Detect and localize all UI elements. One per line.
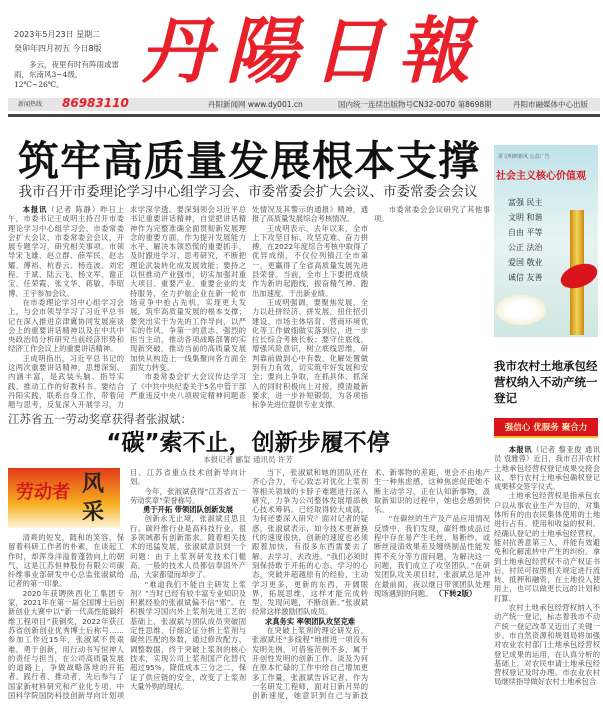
hotline-label: 新闻热线 <box>18 101 43 108</box>
value-item: 诚信 友善 <box>508 273 543 282</box>
red-ribbon-image <box>557 259 598 293</box>
poster-title: 社会主义核心价值观 <box>496 171 586 182</box>
paragraph: “难道我们不能自主研发上浆剂？”当时已经有较丰富专业知识及积累经验的张淑斌偏不信“邪”。在积极学习国内外上浆剂先进工艺的基础上，张淑斌与团队成员突破固定性思维，仔细论证分析上浆剂与碳丝匹配的参数，通过修改配方、调整数据，终于突破上浆剂的核心技术，实现公司上浆剂国产化替代超过95%，降低成本三分之二，保证了供应链的安全，改变了上浆剂大量外购的现状。 <box>130 579 246 691</box>
paragraph: 市委常委会会议研究了其他事项。 <box>374 205 490 224</box>
paragraph: 王成明指出，习近平总书记的这两次重要讲话精神，思想深刻、内涵丰富，是武装头脑、指导实践、推动工作的好教科书。要结合丹阳实践，联系自身工作，带着问题与思考，反复深入开展学习，力求学深学透。要深刻领会习近平总书记重要讲话精神，自觉把讲话精神作为完整准确全面贯彻新发展理念的重要方面，作为提升发展能力水平、解决本领恐慌的重要抓手，及时跟进学习、思考研究，不断把理论武装转化成发展效能；要持之以恒推动产业强市，切实加强对重大项目、重要产业、重要企业的支持服务，全力护航企业在新一轮市场竞争中抢占先机，实现更大发展，筑牢高质量发展的根本支撑；要突出实干为先的工作导向，以严实的作风、争第一的意志、强烈的担当主动，推动各项战略部署的实现新突破，推动当前的高质量发展加快从构造上一线集聚向各方面全面发力转变。 <box>8 205 246 410</box>
lunar-date-text: 癸卯年四月初五 今日8版 <box>14 44 102 53</box>
paragraph: 近日，我市召开农村土地承包经营权登记成果交接会议，举行农村土地承包确权登记成果移交签字仪式。 <box>494 454 600 492</box>
second-article-body <box>8 468 490 706</box>
core-values-list <box>508 195 543 285</box>
newspaper-logo: 丹陽日報 <box>140 8 485 93</box>
lotus-image <box>496 295 546 325</box>
public-service-poster <box>494 145 598 337</box>
website-link[interactable]: 丹阳新闻网 www.dy001.cn <box>208 100 303 109</box>
paragraph: 2020年获聘陕西化工集团专家，2021年在第一届全国博士后创新创业大赛中以“新一代高性能碳纤维工程项目”获铜奖，2022年获江苏省创新创业优秀博士后称号……参加工作近15年，张淑斌不畏艰难，勇于创新，用行动书写恒神人的责任与担当，在公司高质量发展的道路上，争做战略落地的开拓者、践行者、推动者，先后参与了国家新材料研究和产业化专项、中国科学院国防科技创新导向计划项目、江苏省重点技术创新导向计划。 <box>8 468 246 701</box>
value-item: 公正 法治 <box>508 243 543 252</box>
info-bar <box>8 98 600 111</box>
paragraph: “在碳丝的生产及产品应用情况反馈中，我们发现，碳纤维成品过程中存在易产生毛丝、易断纱、或断丝浸渍效果差及缠绕制品性能发挥不充分等方面问题，为解决这一问题，我们成立了攻坚团队。”在研发团队攻关项目时，张淑斌总是冲在最前面，夜以继日带领团队处理现场遇到的问题。 <box>374 514 490 598</box>
paragraph: 在突破上浆剂的理论研发后，张淑斌还“多线程”地推进一项没有发明先例，可借鉴范例不多，属于开创性发明的创新工作。谈及为何在原本忙碌的工作中给自己增加更多工作量，张淑斌告诉记者，作为一名研发工程师，面对日新月异的创新速度，她意识到自己与新技术、新事物的差距，更会不由地产生一种焦虑感，这种焦虑促使她不断主动学习，正在认知新事物，汲取新知识的过程中，她也会感到快乐。 <box>252 468 490 701</box>
lead-in: 本报讯 <box>508 445 533 454</box>
value-item: 文明 和谐 <box>508 213 543 222</box>
paragraph: 今年，张淑斌获得“江苏省五一劳动奖章”荣誉称号。 <box>130 486 246 505</box>
paragraph: 在市委理论学习中心组学习会上，与会市领导学习了习近平总书记在深入推进京津冀协同发展座谈会上的重要讲话精神以及在中共中央政治局分析研究当前经济形势和经济工作会议上的重要讲话精神。 <box>8 297 124 354</box>
reporter: （记者 黎亚俊 通讯员 袁雅蓉） <box>494 445 600 464</box>
workers-feature-image <box>8 468 120 528</box>
weather-forecast: 多云，夜里有时有阵雨或雷雨，东南风3~4级，12℃~26℃。 <box>14 60 119 89</box>
value-item: 自由 平等 <box>508 228 543 237</box>
divider <box>8 114 600 117</box>
paragraph: 农村土地承包经营权纳入不动产统一登记，标志着我市不动产统一登记改革又迈出了关键一步。市自然资源和规划局将加强对农业农村部门土地承包经营权登记成果的运用，在认真分析的基础上，对农民申请土地承包经营权登记及时办理。市农业农村局继续指导做好农村土地承包合 <box>494 603 600 687</box>
poster-caption: 讲文明树新风 公益广告 <box>498 154 550 160</box>
paragraph: 昨日上午，市委书记王成明主持召开市委理论学习中心组学习会、市委常委会扩大会议、市委常委会会议，开展专题学习，研究相关事项。市领导宋飞雄、赵立群、薛军民、赵志耀、傅裕、杭春云、杨连波、刘宏程、于斌、陆云飞、杨文军、谢正宝、任荣霞、张文华、蒋敏、李昭博、王宇参加会议。 <box>8 205 125 298</box>
second-kicker: 江苏省五一劳动奖章获得者张淑斌： <box>8 412 192 426</box>
paragraph: 创新永无止境，张淑斌且思且行。碳纤维行业是高科技行业，很多领域都有创新需求。随着相关技术的迅猛发展，张淑斌意识到一个问题：由于上浆剂研发技术门槛高，一般的技术人员都信奉国外产品，大家都望而却步了。 <box>130 514 246 580</box>
lead-headline: 筑牢高质量发展根本支撑 <box>18 137 480 185</box>
paragraph: 市委常委会扩大会议传达学习了《中共中央纪委关于5名中管干部严重违反中央八项规定精神问题查处情况及其警示的通报》精神，通报了高质量发展综合考核情况。 <box>130 205 368 400</box>
side-headline: 我市农村土地承包经营权纳入不动产统一登记 <box>494 359 598 405</box>
second-byline: 本报记者 郦玺 通讯员 许芳 <box>203 455 293 464</box>
paragraph: 土地承包经营权是指承包农户以从事农业生产为目的，对集体所有的由农民集体使用的土地进行占有、使用和收益的权利。经确认登记的土地承包经营权，能对抗善意第三人，并能有效避免和化解流转中产生的纠纷。拿到土地承包经营权不动产权证书后，村民可按照相关规定进行流转、抵押和融资，在土地投入使用上，也可以做更长远的计划和打算。 <box>494 491 600 603</box>
issue-date <box>14 28 102 56</box>
paragraph: 清爽的短发，随和的笑容，保留着科研工作者的朴素，在谈起工作时，却浑身洋溢着蓬勃向上的朝气，这是江苏恒神股份有限公司碳纤维事业部研发中心总监张淑斌给记者的第一印象。 <box>8 533 124 589</box>
value-item: 爱国 敬业 <box>508 258 543 267</box>
date-text: 2023年5月23日 星期二 <box>14 30 101 39</box>
paragraph: 当下，张淑斌和她的团队还在齐心合力，专心致志对优化上浆剂等相关领域的卡脖子难题进行深入研究，力争为公司整体发展增添核心技术筹码。已经取得较大成就，为何还要深入研究？面对记者的疑惑，张淑斌表示，如今技术更新换代的速度很快，创新的速度也必须跟着加快，有很多东西需要去了解、去学习、去改进。“我们必须时刻保持敢于开拓的心态、学习的心态，突破并超越原有的经验，主动学习更多，更新的东西，开阔眼界，拓展思维，这样才能完成转型，发现问题，不断创新。”张淑斌经常这样激励团队成员。 <box>252 468 368 617</box>
second-headline: “碳”索不止，创新步履不停 <box>106 430 390 456</box>
paragraph: 王成明强调，要聚焦发展，全力以赴拼经济、拼发展，扭住招引建设、市场主体培育、营商环境优化等工作做细做实落到位，进一步拉长综合考核长板；要守住底线，增强风险意识，树立底线思维，研判靠前做到心中有数，化解处置做到有力有效，切实筑牢好发展和安全；要向上争取，在抓具体、抓深入的同时积极向上对接，摸清最新要求，进一步补短锻弱，为各项指标争先进位提供专业支撑。 <box>252 297 368 410</box>
side-article-body <box>494 445 600 687</box>
section-heading: 求真务实 率领团队攻坚克难 <box>264 616 356 626</box>
lead-subheadline: 我市召开市委理论学习中心组学习会、市委常委会扩大会议、市委常委会会议 <box>18 184 478 200</box>
paragraph: 王成明表示，去年以来，全市上下攻坚目标、攻坚克难、奋力拼搏，在2022年度综合考核中取得了优异成绩，不仅位列镇江全市第一，更赢得了全省高质量发展先进县荣誉。当前，全市上下要把成绩作为新的起跑线，振奋精气神、跑出加速度、干出新业绩。 <box>252 223 368 298</box>
section-heading: 勇于开拓 带领团队创新发展 <box>142 505 234 515</box>
image-text: 劳动者 <box>16 482 70 503</box>
slogan-banner: 强信心 优服务 聚合力 <box>494 418 598 438</box>
publication-number: 国内统一连续出版物号CN32-0070 第8698期 <box>338 100 492 109</box>
image-text: 风采 <box>82 471 105 525</box>
reporter: （记者 陈静） <box>47 205 101 214</box>
lead-in: 本报讯 <box>22 205 48 214</box>
value-item: 富强 民主 <box>508 198 543 207</box>
hotline-number: 86983110 <box>62 96 129 110</box>
lead-article-body <box>8 205 490 411</box>
continued-link[interactable]: （下转2版） <box>434 588 477 598</box>
publisher: 丹阳市融媒体中心出版 <box>513 100 588 109</box>
